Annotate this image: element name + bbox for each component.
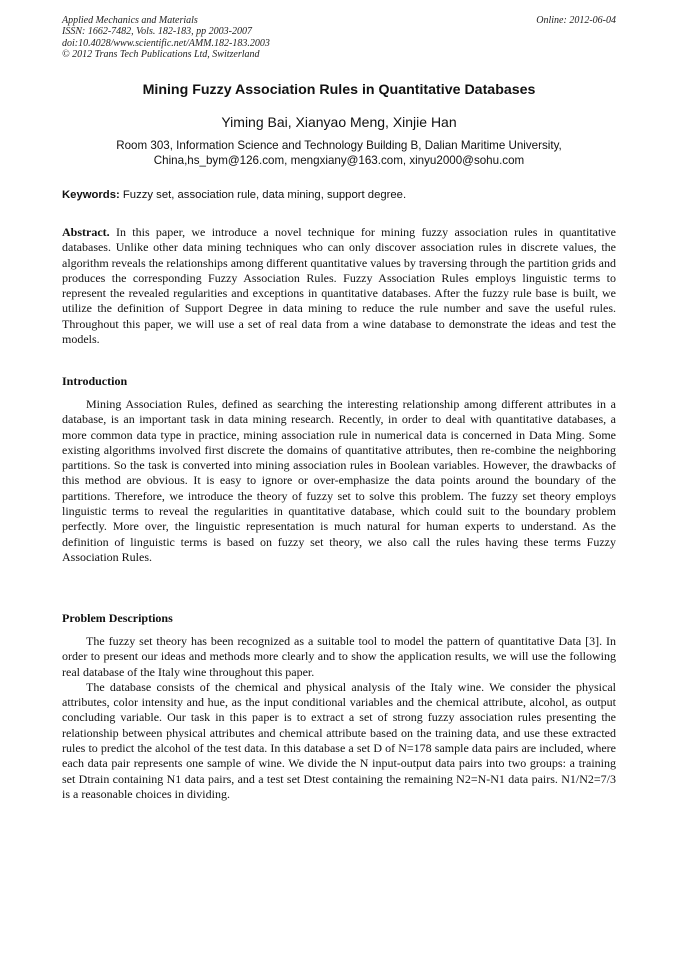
copyright-line: © 2012 Trans Tech Publications Ltd, Switzerland	[62, 49, 260, 61]
affiliation	[62, 138, 616, 168]
section-introduction	[62, 397, 616, 565]
section-problem-descriptions	[62, 634, 616, 802]
abstract	[62, 225, 616, 347]
section-heading-introduction: Introduction	[62, 374, 128, 388]
paper-title: Mining Fuzzy Association Rules in Quantitative Databases	[142, 82, 536, 98]
doi-line: doi:10.4028/www.scientific.net/AMM.182-183.2003	[62, 37, 270, 49]
keywords-label: Keywords:	[62, 189, 120, 201]
issn-line: ISSN: 1662-7482, Vols. 182-183, pp 2003-2007	[62, 26, 252, 38]
affiliation-line-1: Room 303, Information Science and Technology Building B, Dalian Maritime University,	[116, 139, 562, 152]
introduction-paragraph: Mining Association Rules, defined as searching the interesting relationship among different attributes in a database, is an important task in data mining research. Recently, in order to deal with quantitative databases, a more common data type in practice, mining association rule in numerical data is concerned in Data Ming. Some existing algorithms involved first discrete the domains of quantitative attributes, then re-combine the neighboring partitions. So the task is converted into mining association rules in Boolean variables. However, the drawbacks of this method are obvious. It is easy to ignore or over-emphasize the data points around the boundary of the partitions. Therefore, we introduce the theory of fuzzy set to solve this problem. The fuzzy set theory employs linguistic terms to reveal the regularities in quantitative database, which could suit to the boundary problem perfectly. More over, the linguistic representation is much natural for human experts to understand. As the definition of linguistic terms is based on fuzzy set theory, we also call the rules having these terms Fuzzy Association Rules.	[62, 397, 616, 564]
abstract-label: Abstract.	[62, 225, 110, 239]
keywords	[62, 188, 616, 203]
online-date: Online: 2012-06-04	[536, 15, 616, 26]
abstract-text: In this paper, we introduce a novel technique for mining fuzzy association rules in quantitative databases. Unlike other data mining techniques who can only discover association rules in discrete values, the algorithm reveals the relationships among different quantitative values by traversing through the partition grids and produces the corresponding Fuzzy Association Rules. Fuzzy Association Rules employs linguistic terms to represent the revealed regularities and exceptions in quantitative databases. After the fuzzy rule base is built, we utilize the definition of Support Degree in data mining to reduce the rule number and save the useful rules. Throughout this paper, we will use a set of real data from a wine database to demonstrate the ideas and test the models.	[62, 225, 617, 347]
journal-name: Applied Mechanics and Materials	[62, 15, 198, 26]
paper-authors: Yiming Bai, Xianyao Meng, Xinjie Han	[221, 114, 457, 130]
journal-header	[62, 15, 616, 61]
problem-paragraph-1: The fuzzy set theory has been recognized as a suitable tool to model the pattern of quantitative Data [3]. In order to present our ideas and methods more clearly and to show the application results, we will use the following real database of the Italy wine throughout this paper.	[62, 634, 616, 679]
keywords-text: Fuzzy set, association rule, data mining, support degree.	[122, 189, 407, 201]
section-heading-problem-descriptions: Problem Descriptions	[62, 611, 173, 625]
affiliation-line-2: China,hs_bym@126.com, mengxiany@163.com, xinyu2000@sohu.com	[153, 154, 525, 167]
problem-paragraph-2: The database consists of the chemical and physical analysis of the Italy wine. We consider the physical attributes, color intensity and hue, as the input conditional variables and the chemical attribute, alcohol, as output concluding variable. Our task in this paper is to extract a set of strong fuzzy association rules presenting the relationship between physical attributes and chemical attribute based on the training data, and use these extracted rules to predict the alcohol of the test data. In this database a set D of N=178 sample data pairs are included, where each data pair represents one sample of wine. We divide the N input-output data pairs into two groups: a training set Dtrain containing N1 data pairs, and a test set Dtest containing the remaining N2=N-N1 data pairs. N1/N2=7/3 is a reasonable choices in dividing.	[62, 679, 616, 801]
